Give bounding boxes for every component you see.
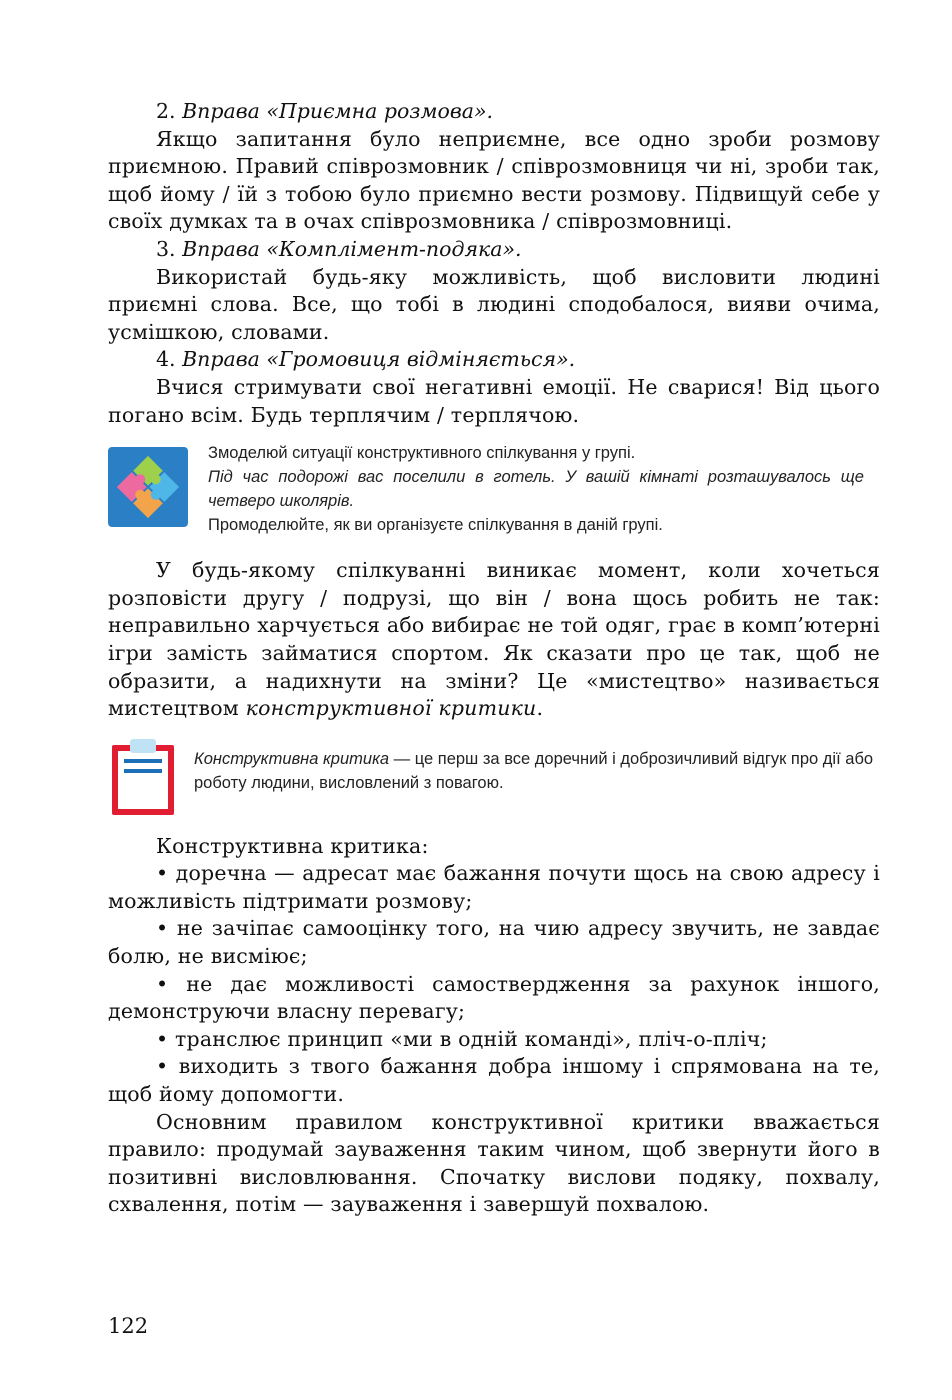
definition-body: — це перш за все доречний і доброзичливий відгук про дії або роботу людини, висловлений з повагою. (194, 749, 874, 792)
intro-term: конструктивної критики (245, 696, 537, 721)
exercise-2-number: 2. (156, 99, 176, 123)
list-item: • транслює принцип «ми в одній команді», пліч-о-пліч; (156, 1026, 768, 1051)
intro-text: У будь-якому спілкуванні виникає момент, коли хочеться розповісти другу / подрузі, що він / вона щось робить не так: неправильно харчується або вибирає не той одяг, грає в комп’ютерні ігри замість займатися спортом. Як сказати про це так, щоб не образити, а надихнути на зміни? Це «мистецтво» називається мистецтвом (108, 558, 880, 721)
intro-end: . (536, 696, 544, 721)
definition-term: Конструктивна критика (194, 749, 390, 768)
list-item: • виходить з твого бажання добра іншому і спрямована на те, щоб йому допомогти. (108, 1054, 880, 1107)
task-instruction: Змоделюй ситуації конструктивного спілкування у групі. (208, 444, 636, 463)
list-item: • доречна — адресат має бажання почути щось на свою адресу і можливість підтримати розмову; (108, 861, 880, 913)
exercise-3-text: Використай будь-яку можливість, щоб висловити людині приємні слова. Все, що тобі в людині сподобалося, вияви очима, усмішкою, словами. (108, 264, 880, 344)
exercise-2-title (108, 98, 880, 126)
list-item: • не зачіпає самооцінку того, на чию адресу звучить, не завдає болю, не висміює; (108, 916, 880, 969)
exercise-4-number: 4. (156, 347, 176, 372)
list-heading: Конструктивна критика: (156, 833, 429, 858)
page-number: 122 (108, 1314, 149, 1338)
task-situation: Під час подорожі вас поселили в готель. У вашій кімнаті розташувалось ще четверо школярів. (208, 468, 864, 511)
definition-text (194, 747, 874, 795)
exercise-4-heading: Вправа «Громовиця відміняється». (182, 347, 576, 372)
exercise-2-text: Якщо запитання було неприємне, все одно зроби розмову приємною. Правий співрозмовник / співрозмовниця чи ні, зроби так, щоб йому / їй з тобою було приємно вести розмову. Підвищуй себе у своїх думках та в очах співрозмовника / співрозмовниці. (108, 126, 880, 234)
exercise-3-heading: Вправа «Комплімент-подяка». (182, 236, 522, 261)
exercise-2-heading: Вправа «Приємна розмова». (182, 99, 494, 123)
page-content (108, 98, 880, 1219)
list-item: • не дає можливості самоствердження за рахунок іншого, демонструючи власну перевагу; (108, 971, 880, 1024)
rule-paragraph: Основним правилом конструктивної критики вважається правило: продумай зауваження таким чином, щоб звернути його в позитивні висловлювання. Спочатку вислови подяку, похвалу, схвалення, потім — зауваження і завершуй похвалою. (108, 1109, 880, 1217)
definition-box (108, 737, 880, 821)
clipboard-icon (110, 739, 176, 817)
exercise-4-text: Вчися стримувати свої негативні емоції. Не сварися! Від цього погано всім. Будь терплячим / терплячою. (108, 374, 880, 427)
exercise-3-number: 3. (156, 236, 176, 261)
task-question: Промоделюйте, як ви організуєте спілкування в даній групі. (208, 516, 663, 535)
exercise-3-title (108, 236, 880, 264)
puzzle-icon (108, 447, 188, 527)
intro-paragraph (108, 557, 880, 723)
task-box (108, 441, 880, 541)
task-text (208, 441, 864, 537)
exercise-4-title (108, 346, 880, 374)
